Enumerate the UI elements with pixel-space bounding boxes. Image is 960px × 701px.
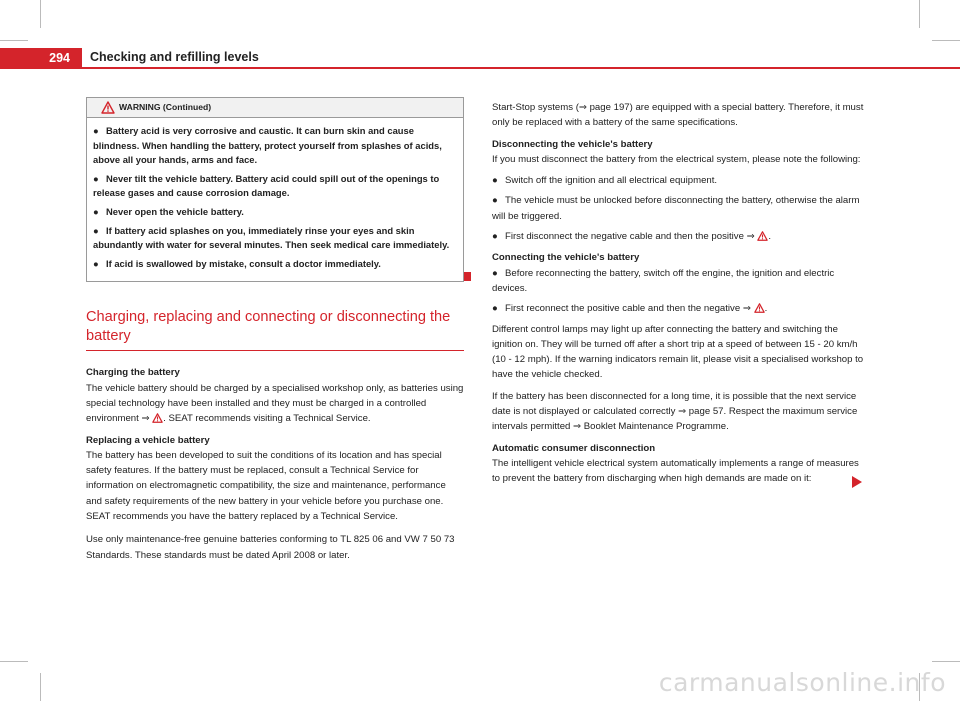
warning-box <box>86 97 464 282</box>
service-paragraph: If the battery has been disconnected for a long time, it is possible that the next service date is not displayed or calculated correctly ⇒ page 57. Respect the maximum service intervals permitted ⇒ Booklet Maintenance Programme. <box>492 390 858 433</box>
replacing-paragraph: The battery has been developed to suit the conditions of its location and has special safety features. If the battery must be replaced, consult a Technical Service for information on electromagnetic compatibility, the size and maintenance, performance and safety requirements of the new battery in your vehicle before you purchase one. SEAT recommends you have the battery replaced by a Technical Service. <box>86 449 446 523</box>
warning-triangle-icon[interactable] <box>754 303 765 313</box>
subheading-auto: Automatic consumer disconnection <box>492 442 656 454</box>
subheading-charging: Charging the battery <box>86 367 180 379</box>
crop-mark <box>932 661 960 662</box>
next-page-arrow-icon <box>852 476 862 488</box>
right-column <box>492 100 864 493</box>
disconnect-intro: If you must disconnect the battery from the electrical system, please note the following: <box>492 153 861 165</box>
section-title: Charging, replacing and connecting or disconnecting the battery <box>86 308 464 351</box>
crop-mark <box>932 40 960 41</box>
crop-mark <box>0 661 28 662</box>
subheading-disconnect: Disconnecting the vehicle's battery <box>492 138 653 150</box>
warning-triangle-icon <box>101 101 115 114</box>
left-column <box>86 97 464 569</box>
list-item: ● Before reconnecting the battery, switch off the engine, the ignition and electric devices. <box>492 267 835 294</box>
watermark: carmanualsonline.info <box>658 668 946 697</box>
charging-paragraph: The vehicle battery should be charged by a specialised workshop only, as batteries using special technology have been installed and they must be charged in a controlled environment ⇒ . SEAT recommends visiting a Technical Service. <box>86 382 464 425</box>
subheading-connect: Connecting the vehicle's battery <box>492 252 640 264</box>
warning-triangle-icon[interactable] <box>757 231 768 241</box>
warning-item: ● Battery acid is very corrosive and caustic. It can burn skin and cause blindness. When handling the battery, protect yourself from splashes of acids, above all your hands, arms and face. <box>93 125 442 166</box>
warning-item: ● Never tilt the vehicle battery. Battery acid could spill out of the openings to release gases and cause corrosion damage. <box>93 172 440 199</box>
list-item: ● First disconnect the negative cable and then the positive ⇒ . <box>492 231 771 243</box>
warning-title: WARNING (Continued) <box>119 102 212 112</box>
crop-mark <box>0 40 28 41</box>
auto-paragraph: The intelligent vehicle electrical system automatically implements a range of measures to prevent the battery from discharging when high demands are made on it: <box>492 457 859 485</box>
header-rule <box>0 67 960 69</box>
section-end-mark <box>464 272 471 281</box>
standards-paragraph: Use only maintenance-free genuine batteries conforming to TL 825 06 and VW 7 50 73 Standards. These standards must be dated April 2008 or later. <box>86 534 455 561</box>
warning-item: ● If acid is swallowed by mistake, consult a doctor immediately. <box>93 257 381 269</box>
page-number: 294 <box>0 48 82 68</box>
warning-item: ● If battery acid splashes on you, immediately rinse your eyes and skin abundantly with water for several minutes. Then seek medical care immediately. <box>93 224 450 251</box>
warning-header <box>87 98 463 118</box>
list-item: ● First reconnect the positive cable and then the negative ⇒ . <box>492 303 768 315</box>
crop-mark <box>919 0 920 28</box>
subheading-replacing: Replacing a vehicle battery <box>86 434 210 446</box>
warning-triangle-icon[interactable] <box>152 413 163 423</box>
warning-body <box>87 118 463 281</box>
list-item: ● Switch off the ignition and all electrical equipment. <box>492 175 718 187</box>
crop-mark <box>40 673 41 701</box>
list-item: ● The vehicle must be unlocked before disconnecting the battery, otherwise the alarm will be triggered. <box>492 195 860 222</box>
crop-mark <box>40 0 41 28</box>
page-title: Checking and refilling levels <box>90 50 259 64</box>
startstop-paragraph: Start-Stop systems (⇒ page 197) are equipped with a special battery. Therefore, it must only be replaced with a battery of the same specifications. <box>492 102 864 129</box>
lamps-paragraph: Different control lamps may light up after connecting the battery and switching the ignition on. They will be turned off after a short trip at a speed of between 15 - 20 km/h (10 - 12 mph). If the warning indicators remain lit, please visit a specialised workshop to have the vehicle checked. <box>492 323 864 381</box>
warning-item: ● Never open the vehicle battery. <box>93 205 244 217</box>
